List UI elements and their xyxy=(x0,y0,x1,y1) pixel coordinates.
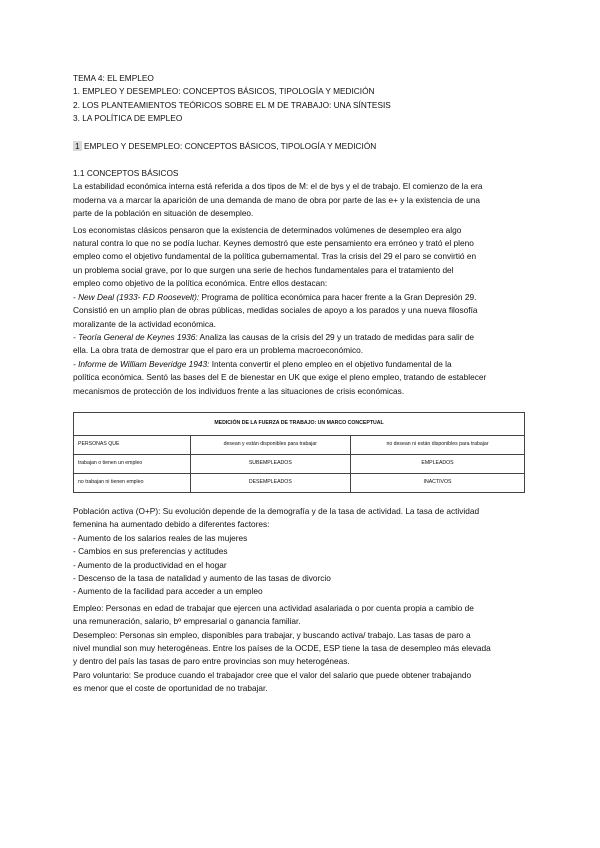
list-item-beveridge xyxy=(73,358,525,398)
text-line: Analiza las causas de la crisis del 29 y un tratado de medidas para salir de xyxy=(197,331,474,342)
table-header: no desean ni están disponibles para trabajar xyxy=(351,435,525,454)
item-lead: - Informe de William Beveridge 1943: xyxy=(73,358,210,369)
text-line: una remuneración, salario, bº empresarial o ganancia familiar. xyxy=(73,616,301,627)
item-lead: - Teoría General de Keynes 1936: xyxy=(73,331,198,342)
list-item-new-deal xyxy=(73,291,525,331)
text-line: La estabilidad económica interna está referida a dos tipos de M: el de bys y el de trabajo. El comienzo de la era xyxy=(73,181,483,192)
table-cell: trabajan o tienen un empleo xyxy=(74,454,191,473)
text-line: Los economistas clásicos pensaron que la existencia de determinados volúmenes de desempleo era algo xyxy=(73,224,462,235)
table-header-row xyxy=(74,435,525,454)
text-line: femenina ha aumentado debido a diferentes factores: xyxy=(73,519,270,530)
paragraph-unemployment xyxy=(73,629,525,669)
toc-item: 1. EMPLEO Y DESEMPLEO: CONCEPTOS BÁSICOS, TIPOLOGÍA Y MEDICIÓN xyxy=(73,86,375,97)
paragraph-employment xyxy=(73,602,525,629)
toc-item: 3. LA POLÍTICA DE EMPLEO xyxy=(73,113,183,124)
paragraph-intro xyxy=(73,180,525,220)
table-cell: no trabajan ni tienen empleo xyxy=(74,473,191,492)
text-line: nivel mundial son muy heterogéneas. Entre los países de la OCDE, ESP tiene la tasa de desempleo más elevada xyxy=(73,643,491,653)
item-lead: - New Deal (1933- F.D Roosevelt): xyxy=(73,291,200,302)
table-header: desean y están disponibles para trabajar xyxy=(190,435,350,454)
table-cell: INACTIVOS xyxy=(351,473,525,492)
table-caption: MEDICIÓN DE LA FUERZA DE TRABAJO: UN MARCO CONCEPTUAL xyxy=(74,412,525,435)
list-item: - Aumento de la facilidad para acceder a un empleo xyxy=(73,586,263,597)
list-item-keynes xyxy=(73,331,525,358)
table-header: PERSONAS QUE xyxy=(74,435,191,454)
list-item: - Aumento de la productividad en el hogar xyxy=(73,559,227,570)
table-row xyxy=(74,454,525,473)
toc-item: 2. LOS PLANTEAMIENTOS TEÓRICOS SOBRE EL M DE TRABAJO: UNA SÍNTESIS xyxy=(73,99,391,110)
section-number: 1 xyxy=(75,140,80,151)
text-line: moralizante de la actividad económica. xyxy=(73,318,216,329)
text-line: es menor que el coste de oportunidad de no trabajar. xyxy=(73,683,268,694)
table-of-contents xyxy=(73,72,525,126)
text-line: natural contra lo que no se podía luchar. Keynes demostró que este pensamiento era erróneo y trató el pleno xyxy=(73,238,474,249)
labour-force-table xyxy=(73,412,525,493)
text-line: y dentro del país las tasas de paro entre provincias son muy heterogéneas. xyxy=(73,656,350,667)
paragraph-active-population xyxy=(73,505,525,599)
table-cell: EMPLEADOS xyxy=(351,454,525,473)
list-item: - Descenso de la tasa de natalidad y aumento de las tasas de divorcio xyxy=(73,572,331,583)
text-line: mecanismos de protección de los individuos frente a las situaciones de crisis económicas. xyxy=(73,385,405,396)
document-page xyxy=(73,72,525,696)
text-line: Intenta convertir el pleno empleo en el objetivo fundamental de la xyxy=(209,358,452,369)
list-item: - Cambios en sus preferencias y actitudes xyxy=(73,546,228,557)
section-heading xyxy=(73,140,525,153)
text-line: ella. La obra trata de demostrar que el paro era un problema macroeconómico. xyxy=(73,345,364,356)
document-title: TEMA 4: EL EMPLEO xyxy=(73,73,154,83)
text-line: Consistió en un amplio plan de obras públicas, medidas sociales de apoyo a los parados y una nueva filosofía xyxy=(73,305,478,316)
text-line: Desempleo: Personas sin empleo, disponibles para trabajar, y buscando activa/ trabajo. Las tasas de paro a xyxy=(73,629,471,640)
text-line: Paro voluntario: Se produce cuando el trabajador cree que el valor del salario que puede obtener trabajando xyxy=(73,669,472,680)
text-line: un problema social grave, por lo que surgen una serie de hechos fundamentales para el tratamiento del xyxy=(73,264,454,275)
text-line: Programa de política económica para hacer frente a la Gran Depresión 29. xyxy=(199,291,477,302)
table-row xyxy=(74,473,525,492)
table-cell: DESEMPLEADOS xyxy=(190,473,350,492)
table-caption-row xyxy=(74,412,525,435)
text-line: Empleo: Personas en edad de trabajar que ejercen una actividad asalariada o por cuenta propia a cambio de xyxy=(73,602,474,613)
paragraph-voluntary-unemployment xyxy=(73,669,525,696)
text-line: parte de la población en situación de desempleo. xyxy=(73,208,254,219)
subsection-heading: 1.1 CONCEPTOS BÁSICOS xyxy=(73,168,179,179)
text-line: empleo como objetivo de la política económica. Entre ellos destacan: xyxy=(73,278,328,289)
table-cell: SUBEMPLEADOS xyxy=(190,454,350,473)
list-item: - Aumento de los salarios reales de las mujeres xyxy=(73,532,248,543)
text-line: empleo como el objetivo fundamental de la política gubernamental. Tras la crisis del 29 el paro se convirtió en xyxy=(73,251,477,262)
section-title: EMPLEO Y DESEMPLEO: CONCEPTOS BÁSICOS, TIPOLOGÍA Y MEDICIÓN xyxy=(83,140,377,151)
paragraph-classics xyxy=(73,224,525,291)
text-line: Población activa (O+P): Su evolución depende de la demografía y de la tasa de actividad. La tasa de actividad xyxy=(73,505,480,516)
text-line: moderna va a marcar la aparición de una demanda de mano de obra por parte de las e+ y la existencia de una xyxy=(73,194,481,205)
text-line: política económica. Sentó las bases del E de bienestar en UK que exige el pleno empleo, tratando de establecer xyxy=(73,372,487,383)
